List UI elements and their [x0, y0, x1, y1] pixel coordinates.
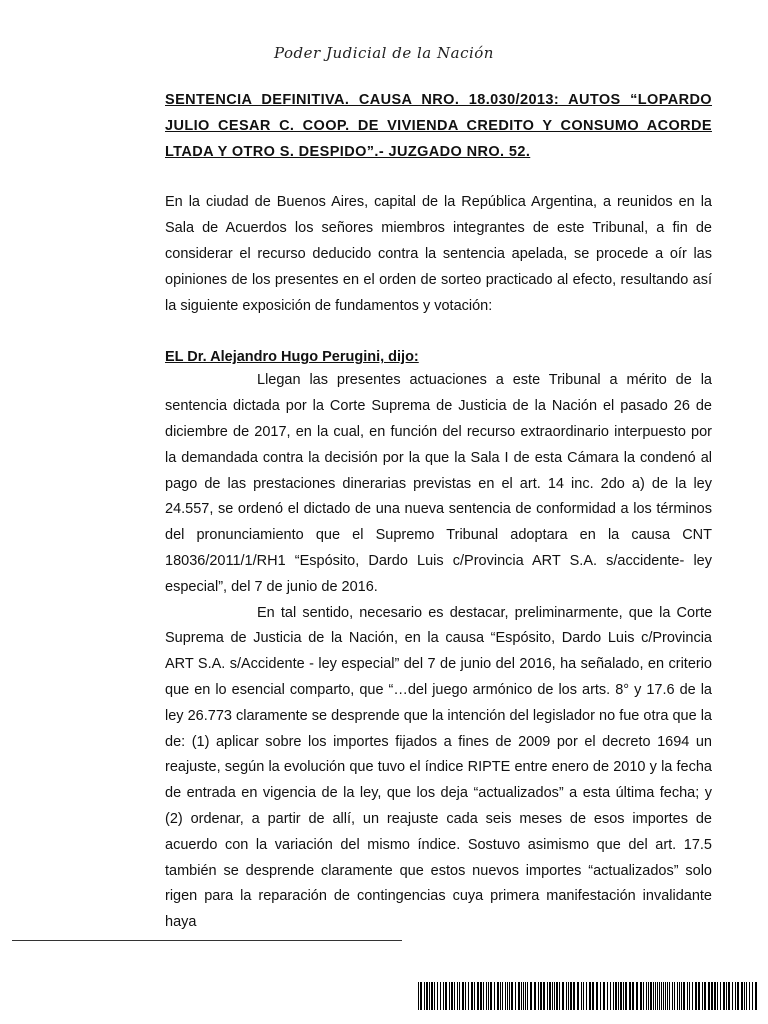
barcode-bar: [437, 982, 438, 1010]
barcode-bar: [552, 982, 553, 1010]
barcode-bar: [443, 982, 444, 1010]
barcode-bar: [737, 982, 739, 1010]
barcode-bar: [632, 982, 634, 1010]
barcode-bar: [445, 982, 447, 1010]
barcode-bar: [698, 982, 700, 1010]
barcode-bar: [643, 982, 644, 1010]
barcode-bar: [702, 982, 703, 1010]
barcode-bar: [681, 982, 682, 1010]
barcode-bar: [646, 982, 647, 1010]
barcode-bar: [515, 982, 516, 1010]
barcode-bar: [583, 982, 584, 1010]
barcode-bar: [592, 982, 594, 1010]
barcode-bar: [607, 982, 608, 1010]
barcode-bar: [530, 982, 532, 1010]
barcode-bar: [418, 982, 419, 1010]
body-paragraph-1: Llegan las presentes actuaciones a este Tribunal a mérito de la sentencia dictada por la Corte Suprema de Justicia de la Nación el pasado 26 de diciembre de 2017, en la cual, en función del recurso extraordinario interpuesto por la demandada contra la decisión por la que la Sala I de esta Cámara la condenó al pago de las prestaciones dinerarias previstas en el art. 14 inc. 2do a) de la ley 24.557, se ordenó el dictado de una nueva sentencia de conformidad a los términos del pronunciamiento que el Supremo Tribunal adoptara en la causa CNT 18036/2011/1/RH1 “Espósito, Dardo Luis c/Provincia ART S.A. s/accidente- ley especial”, del 7 de junio de 2016.: [165, 372, 712, 595]
barcode-image: [418, 982, 760, 1010]
barcode-bar: [655, 982, 656, 1010]
barcode-bar: [661, 982, 662, 1010]
barcode-bar: [623, 982, 624, 1010]
barcode-bar: [459, 982, 460, 1010]
barcode-bar: [692, 982, 693, 1010]
barcode-bar: [744, 982, 745, 1010]
barcode-bar: [589, 982, 591, 1010]
barcode-bar: [689, 982, 690, 1010]
barcode-bar: [653, 982, 654, 1010]
footer-divider: [12, 940, 402, 941]
barcode-bar: [714, 982, 716, 1010]
body-paragraph-2: En tal sentido, necesario es destacar, preliminarmente, que la Corte Suprema de Justicia de la Nación, en la causa “Espósito, Dardo Luis c/Provincia ART S.A. s/Accidente - ley especial” del 7 de junio del 2016, ha señalado, en criterio que en lo esencial comparto, que “…del juego armónico de los arts. 8° y 17.6 de la ley 26.773 claramente se desprende que la intención del legislador no fue otra que la de: (1) aplicar sobre los importes fijados a fines de 2009 por el decreto 1694 un reajuste, según la evolución que tuvo el índice RIPTE entre enero de 2010 y la fecha de entrada en vigencia de la ley, que los deja “actualizados” a esta última fecha; y (2) ordenar, a partir de allí, un reajuste cada seis meses de esos importes de acuerdo con la variación del mismo índice. Sostuvo asimismo que del art. 17.5 también se desprende claramente que estos nuevos importes “actualizados” solo rigen para la reparación de contingencias cuya primera manifestación invalidante haya: [165, 604, 712, 931]
barcode-bar: [534, 982, 536, 1010]
barcode-bar: [717, 982, 718, 1010]
intro-paragraph: En la ciudad de Buenos Aires, capital de la República Argentina, a reunidos en la Sala de Acuerdos los señores miembros integrantes de este Tribunal, a fin de considerar el recurso deducido contra la sentencia apelada, se procede a oír las opiniones de los presentes en el orden de sorteo practicado al efecto, resultando así la siguiente exposición de fundamentos y votación:: [165, 194, 712, 314]
barcode-bar: [669, 982, 670, 1010]
barcode-bar: [657, 982, 658, 1010]
barcode-bar: [527, 982, 528, 1010]
barcode-bar: [426, 982, 428, 1010]
barcode-bar: [728, 982, 730, 1010]
barcode-bar: [566, 982, 567, 1010]
barcode-bar: [726, 982, 727, 1010]
barcode-bar: [620, 982, 622, 1010]
barcode-bar: [636, 982, 638, 1010]
barcode-bar: [554, 982, 555, 1010]
barcode-bar: [665, 982, 666, 1010]
barcode-bar: [559, 982, 560, 1010]
barcode-bar: [752, 982, 753, 1010]
barcode-bar: [735, 982, 736, 1010]
barcode-bar: [451, 982, 453, 1010]
barcode-bar: [586, 982, 587, 1010]
barcode-bar: [663, 982, 664, 1010]
barcode-bar: [741, 982, 743, 1010]
barcode-bar: [525, 982, 526, 1010]
barcode-bar: [518, 982, 520, 1010]
barcode-bar: [497, 982, 499, 1010]
barcode-bar: [650, 982, 652, 1010]
barcode-bar: [610, 982, 611, 1010]
barcode-bar: [468, 982, 469, 1010]
barcode-bar: [540, 982, 542, 1010]
barcode-bar: [549, 982, 551, 1010]
barcode-bar: [577, 982, 579, 1010]
barcode-bar: [677, 982, 678, 1010]
barcode-bar: [749, 982, 750, 1010]
barcode-bar: [672, 982, 673, 1010]
barcode-bar: [477, 982, 479, 1010]
barcode-bar: [603, 982, 605, 1010]
barcode-bar: [687, 982, 688, 1010]
barcode-bar: [521, 982, 522, 1010]
speaker-heading: EL Dr. Alejandro Hugo Perugini, dijo:: [165, 349, 419, 366]
barcode-bar: [683, 982, 685, 1010]
barcode-bar: [507, 982, 508, 1010]
barcode-bar: [505, 982, 506, 1010]
barcode-bar: [659, 982, 660, 1010]
barcode-bar: [494, 982, 495, 1010]
barcode-bar: [648, 982, 649, 1010]
barcode-bar: [474, 982, 475, 1010]
barcode-bar: [568, 982, 569, 1010]
barcode-bar: [625, 982, 627, 1010]
barcode-bar: [674, 982, 675, 1010]
barcode-bar: [704, 982, 706, 1010]
barcode-bar: [711, 982, 713, 1010]
barcode-bar: [424, 982, 425, 1010]
barcode-bar: [457, 982, 458, 1010]
barcode-bar: [500, 982, 501, 1010]
barcode-bar: [570, 982, 572, 1010]
barcode-bar: [615, 982, 617, 1010]
barcode-bar: [573, 982, 575, 1010]
barcode-bar: [488, 982, 489, 1010]
barcode-bar: [486, 982, 487, 1010]
barcode-bar: [746, 982, 747, 1010]
barcode-bar: [667, 982, 668, 1010]
barcode-bar: [538, 982, 539, 1010]
barcode-bar: [556, 982, 558, 1010]
barcode-bar: [547, 982, 548, 1010]
barcode-bar: [613, 982, 614, 1010]
barcode-bar: [449, 982, 450, 1010]
barcode-bar: [629, 982, 631, 1010]
barcode-bar: [695, 982, 697, 1010]
barcode-bar: [581, 982, 582, 1010]
barcode-bar: [523, 982, 524, 1010]
barcode-bar: [679, 982, 680, 1010]
document-body: [165, 88, 712, 936]
barcode-bar: [708, 982, 710, 1010]
barcode-bar: [600, 982, 601, 1010]
barcode-bar: [596, 982, 598, 1010]
barcode-bar: [723, 982, 725, 1010]
barcode-bar: [420, 982, 422, 1010]
barcode-bar: [462, 982, 464, 1010]
barcode-bar: [502, 982, 503, 1010]
barcode-bar: [720, 982, 721, 1010]
barcode-bar: [465, 982, 466, 1010]
barcode-bar: [543, 982, 545, 1010]
barcode-bar: [454, 982, 455, 1010]
barcode-bar: [483, 982, 484, 1010]
barcode-bar: [755, 982, 757, 1010]
barcode-bar: [490, 982, 492, 1010]
barcode-bar: [640, 982, 642, 1010]
barcode-bar: [511, 982, 513, 1010]
barcode-bar: [509, 982, 510, 1010]
barcode-bar: [431, 982, 433, 1010]
barcode-bar: [562, 982, 564, 1010]
barcode-bar: [440, 982, 441, 1010]
barcode-bar: [429, 982, 430, 1010]
barcode-bar: [618, 982, 619, 1010]
barcode-bar: [732, 982, 733, 1010]
barcode-bar: [480, 982, 482, 1010]
page-header: Poder Judicial de la Nación: [274, 44, 494, 62]
sentence-title: SENTENCIA DEFINITIVA. CAUSA NRO. 18.030/2013: AUTOS “LOPARDO JULIO CESAR C. COOP. DE VIVIENDA CREDITO Y CONSUMO ACORDE LTADA Y OTRO S. DESPIDO”.- JUZGADO NRO. 52.: [165, 92, 712, 160]
barcode-bar: [434, 982, 435, 1010]
barcode-bar: [471, 982, 473, 1010]
